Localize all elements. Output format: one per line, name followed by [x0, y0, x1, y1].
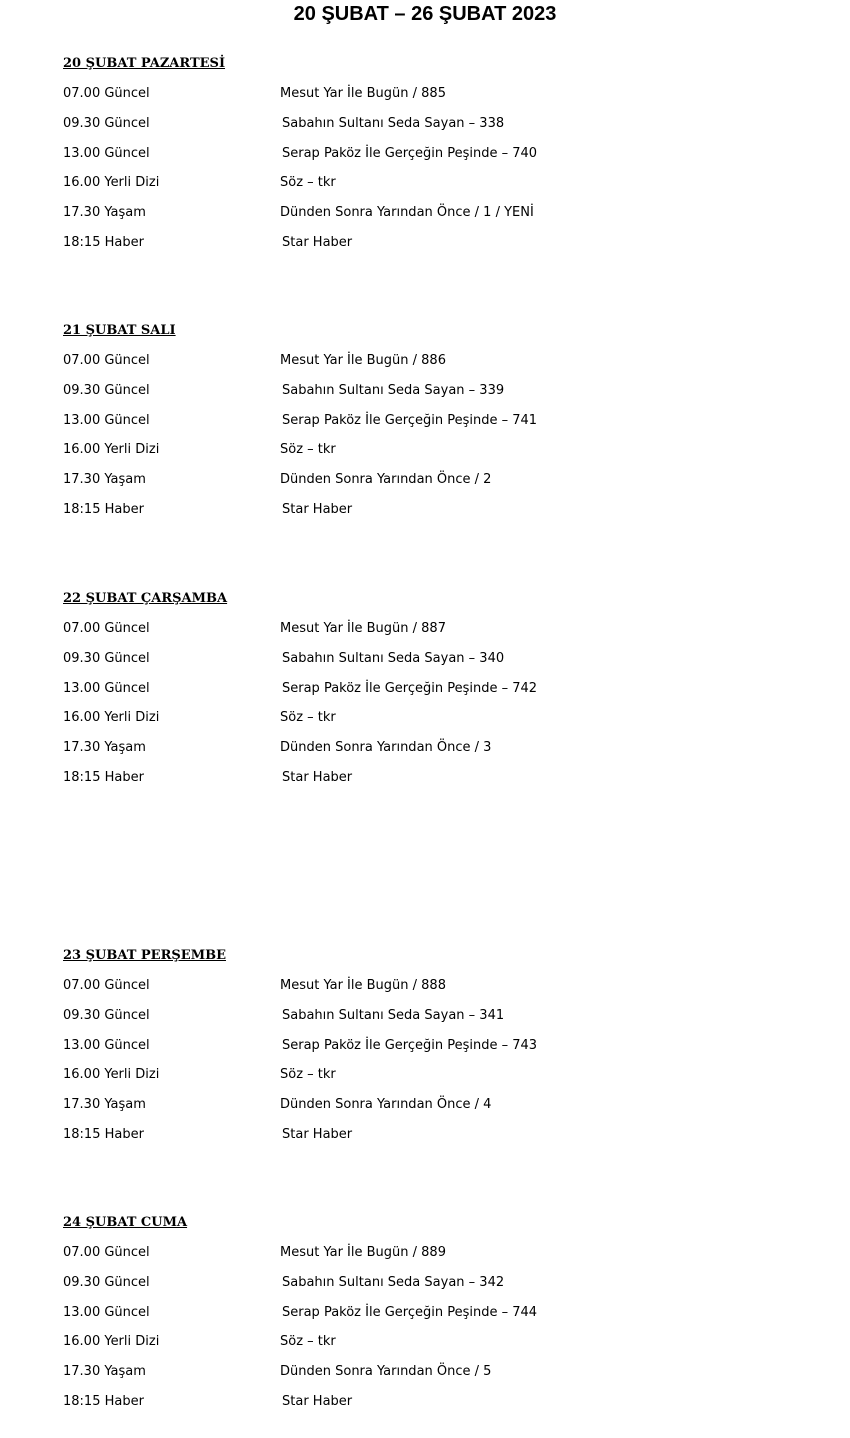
program-title: Mesut Yar İle Bugün / 888 [280, 978, 446, 993]
schedule-list [63, 86, 763, 265]
program-title: Mesut Yar İle Bugün / 887 [280, 621, 446, 636]
program-title: Sabahın Sultanı Seda Sayan – 341 [282, 1007, 505, 1023]
day-heading: 22 ŞUBAT ÇARŞAMBA [63, 591, 228, 606]
schedule-row [63, 681, 763, 711]
program-title: Serap Paköz İle Gerçeğin Peşinde – 744 [282, 1304, 538, 1320]
schedule-row [63, 86, 763, 116]
schedule-row [63, 502, 763, 532]
program-title: Mesut Yar İle Bugün / 885 [280, 86, 446, 101]
schedule-list [63, 353, 763, 532]
day-heading: 20 ŞUBAT PAZARTESİ [63, 56, 226, 71]
schedule-row [63, 1245, 763, 1275]
program-title: Dünden Sonra Yarından Önce / 1 / YENİ [280, 205, 534, 221]
slot-label: 13.00 Güncel [63, 1037, 150, 1053]
slot-label: 09.30 Güncel [63, 1274, 150, 1290]
program-title: Serap Paköz İle Gerçeğin Peşinde – 741 [282, 412, 538, 428]
slot-label: 17.30 Yaşam [63, 740, 146, 756]
program-title: Star Haber [282, 1393, 353, 1409]
schedule-row [63, 472, 763, 502]
slot-label: 13.00 Güncel [63, 680, 150, 696]
day-section-monday [63, 56, 763, 265]
slot-label: 07.00 Güncel [63, 1245, 150, 1260]
slot-label: 17.30 Yaşam [63, 1097, 146, 1113]
day-heading: 23 ŞUBAT PERŞEMBE [63, 948, 226, 963]
slot-label: 18:15 Haber [63, 234, 144, 250]
schedule-row [63, 1305, 763, 1335]
program-title: Mesut Yar İle Bugün / 889 [280, 1245, 446, 1260]
schedule-row [63, 1364, 763, 1394]
slot-label: 16.00 Yerli Dizi [63, 1067, 160, 1083]
slot-label: 18:15 Haber [63, 1126, 144, 1142]
slot-label: 07.00 Güncel [63, 86, 150, 101]
day-heading: 21 ŞUBAT SALI [63, 323, 176, 338]
day-section-thursday [63, 948, 763, 1157]
slot-label: 13.00 Güncel [63, 412, 150, 428]
slot-label: 09.30 Güncel [63, 650, 150, 666]
schedule-list [63, 1245, 763, 1424]
page-title: 20 ŞUBAT – 26 ŞUBAT 2023 [293, 3, 557, 25]
program-title: Star Haber [282, 769, 353, 785]
slot-label: 18:15 Haber [63, 501, 144, 517]
schedule-row [63, 413, 763, 443]
slot-label: 07.00 Güncel [63, 353, 150, 368]
schedule-row [63, 621, 763, 651]
schedule-row [63, 383, 763, 413]
schedule-row [63, 1275, 763, 1305]
schedule-row [63, 353, 763, 383]
program-title: Sabahın Sultanı Seda Sayan – 340 [282, 650, 505, 666]
program-title: Serap Paköz İle Gerçeğin Peşinde – 743 [282, 1037, 538, 1053]
program-title: Dünden Sonra Yarından Önce / 3 [280, 740, 492, 756]
schedule-row [63, 651, 763, 681]
schedule-row [63, 1097, 763, 1127]
schedule-row [63, 205, 763, 235]
slot-label: 13.00 Güncel [63, 145, 150, 161]
slot-label: 07.00 Güncel [63, 621, 150, 636]
program-title: Mesut Yar İle Bugün / 886 [280, 353, 446, 368]
program-title: Serap Paköz İle Gerçeğin Peşinde – 740 [282, 145, 538, 161]
slot-label: 17.30 Yaşam [63, 1364, 146, 1380]
slot-label: 17.30 Yaşam [63, 205, 146, 221]
schedule-row [63, 710, 763, 740]
schedule-row [63, 146, 763, 176]
slot-label: 13.00 Güncel [63, 1304, 150, 1320]
slot-label: 09.30 Güncel [63, 1007, 150, 1023]
slot-label: 16.00 Yerli Dizi [63, 442, 160, 458]
schedule-row [63, 1334, 763, 1364]
day-section-friday [63, 1215, 763, 1424]
slot-label: 09.30 Güncel [63, 382, 150, 398]
program-title: Söz – tkr [280, 710, 336, 726]
program-title: Dünden Sonra Yarından Önce / 5 [280, 1364, 492, 1380]
program-title: Sabahın Sultanı Seda Sayan – 342 [282, 1274, 505, 1290]
program-title: Söz – tkr [280, 175, 336, 191]
schedule-row [63, 442, 763, 472]
schedule-row [63, 1067, 763, 1097]
schedule-row [63, 740, 763, 770]
day-heading: 24 ŞUBAT CUMA [63, 1215, 188, 1230]
schedule-list [63, 978, 763, 1157]
schedule-row [63, 978, 763, 1008]
schedule-row [63, 116, 763, 146]
schedule-row [63, 1394, 763, 1424]
program-title: Dünden Sonra Yarından Önce / 2 [280, 472, 492, 488]
schedule-row [63, 175, 763, 205]
program-title: Sabahın Sultanı Seda Sayan – 338 [282, 115, 505, 131]
day-section-wednesday [63, 591, 763, 800]
schedule-row [63, 235, 763, 265]
slot-label: 16.00 Yerli Dizi [63, 1334, 160, 1350]
program-title: Dünden Sonra Yarından Önce / 4 [280, 1097, 492, 1113]
schedule-row [63, 1008, 763, 1038]
slot-label: 09.30 Güncel [63, 115, 150, 131]
slot-label: 18:15 Haber [63, 1393, 144, 1409]
schedule-row [63, 1127, 763, 1157]
program-title: Star Haber [282, 1126, 353, 1142]
program-title: Söz – tkr [280, 1067, 336, 1083]
slot-label: 17.30 Yaşam [63, 472, 146, 488]
slot-label: 07.00 Güncel [63, 978, 150, 993]
program-title: Sabahın Sultanı Seda Sayan – 339 [282, 382, 505, 398]
slot-label: 16.00 Yerli Dizi [63, 175, 160, 191]
program-title: Star Haber [282, 234, 353, 250]
program-title: Söz – tkr [280, 442, 336, 458]
day-section-tuesday [63, 323, 763, 532]
program-title: Söz – tkr [280, 1334, 336, 1350]
program-title: Serap Paköz İle Gerçeğin Peşinde – 742 [282, 680, 538, 696]
schedule-row [63, 1038, 763, 1068]
slot-label: 18:15 Haber [63, 769, 144, 785]
slot-label: 16.00 Yerli Dizi [63, 710, 160, 726]
schedule-list [63, 621, 763, 800]
program-title: Star Haber [282, 501, 353, 517]
schedule-row [63, 770, 763, 800]
